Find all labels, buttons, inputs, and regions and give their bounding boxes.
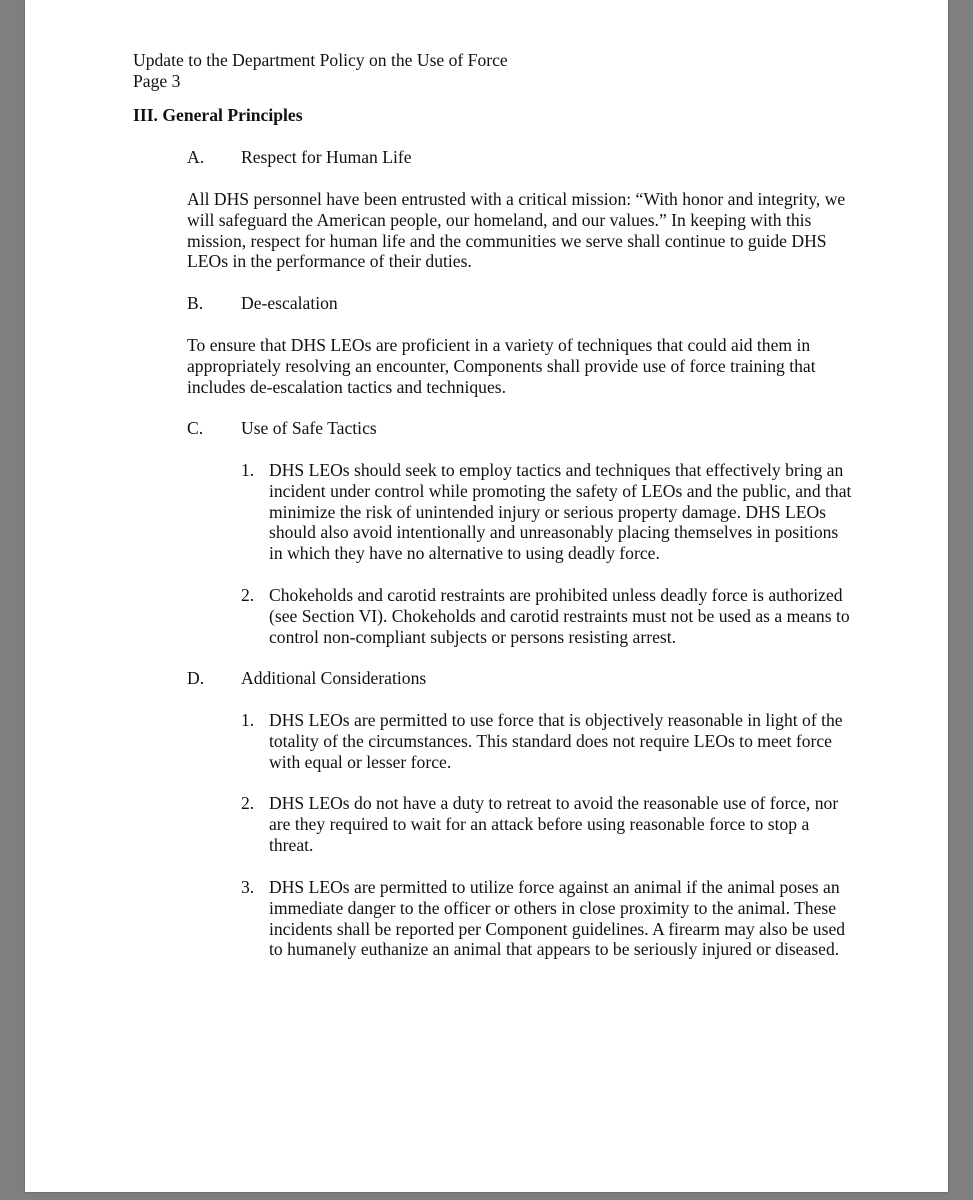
section-heading: III. General Principles <box>133 105 303 125</box>
list-item <box>241 710 853 772</box>
list-item-text: DHS LEOs are permitted to utilize force against an animal if the animal poses an immediate danger to the officer or others in close proximity to the animal. These incidents shall be reported per Component guidelines. A firearm may also be used to humanely euthanize an animal that appears to be seriously injured or diseased. <box>269 877 846 960</box>
subsection-d-heading <box>187 668 426 689</box>
document-page <box>25 0 948 1192</box>
subsection-b-paragraph: To ensure that DHS LEOs are proficient in a variety of techniques that could aid them in appropriately resolving an encounter, Components shall provide use of force training that includes de-escalation tactics and techniques. <box>187 335 816 397</box>
list-item-text: DHS LEOs should seek to employ tactics and techniques that effectively bring an incident under control while promoting the safety of LEOs and the public, and that minimize the risk of unintended injury or serious property damage. DHS LEOs should also avoid intentionally and unreasonably placing themselves in positions in which they have no alternative to using deadly force. <box>269 460 852 564</box>
list-item-number: 2. <box>241 585 255 605</box>
page-number: Page 3 <box>133 70 181 91</box>
list-item-number: 2. <box>241 793 255 813</box>
subsection-letter: D. <box>187 668 205 688</box>
list-item-text: DHS LEOs do not have a duty to retreat to avoid the reasonable use of force, nor are they required to wait for an attack before using reasonable force to stop a threat. <box>269 793 839 855</box>
list-item <box>241 585 853 647</box>
list-item-number: 1. <box>241 460 255 480</box>
list-item <box>241 793 853 855</box>
subsection-title: Additional Considerations <box>241 668 427 688</box>
subsection-letter: C. <box>187 418 204 438</box>
list-item-number: 3. <box>241 877 255 897</box>
list-item-text: DHS LEOs are permitted to use force that is objectively reasonable in light of the totality of the circumstances. This standard does not require LEOs to meet force with equal or lesser force. <box>269 710 843 772</box>
subsection-letter: B. <box>187 293 204 313</box>
list-item-text: Chokeholds and carotid restraints are prohibited unless deadly force is authorized (see Section VI). Chokeholds and carotid restraints must not be used as a means to control non-compliant subjects or persons resisting arrest. <box>269 585 850 647</box>
subsection-letter: A. <box>187 147 205 167</box>
document-title: Update to the Department Policy on the Use of Force <box>133 50 508 70</box>
subsection-title: Respect for Human Life <box>241 147 412 167</box>
list-item <box>241 877 853 960</box>
subsection-b-heading <box>187 293 338 314</box>
subsection-title: Use of Safe Tactics <box>241 418 377 438</box>
list-item <box>241 460 853 564</box>
subsection-c-heading <box>187 418 377 439</box>
list-item-number: 1. <box>241 710 255 730</box>
subsection-title: De-escalation <box>241 293 338 313</box>
subsection-a-heading <box>187 147 412 168</box>
subsection-a-paragraph: All DHS personnel have been entrusted with a critical mission: “With honor and integrity, we will safeguard the American people, our homeland, and our values.” In keeping with this mission, respect for human life and the communities we serve shall continue to guide DHS LEOs in the performance of their duties. <box>187 189 846 272</box>
page-header <box>133 50 508 92</box>
